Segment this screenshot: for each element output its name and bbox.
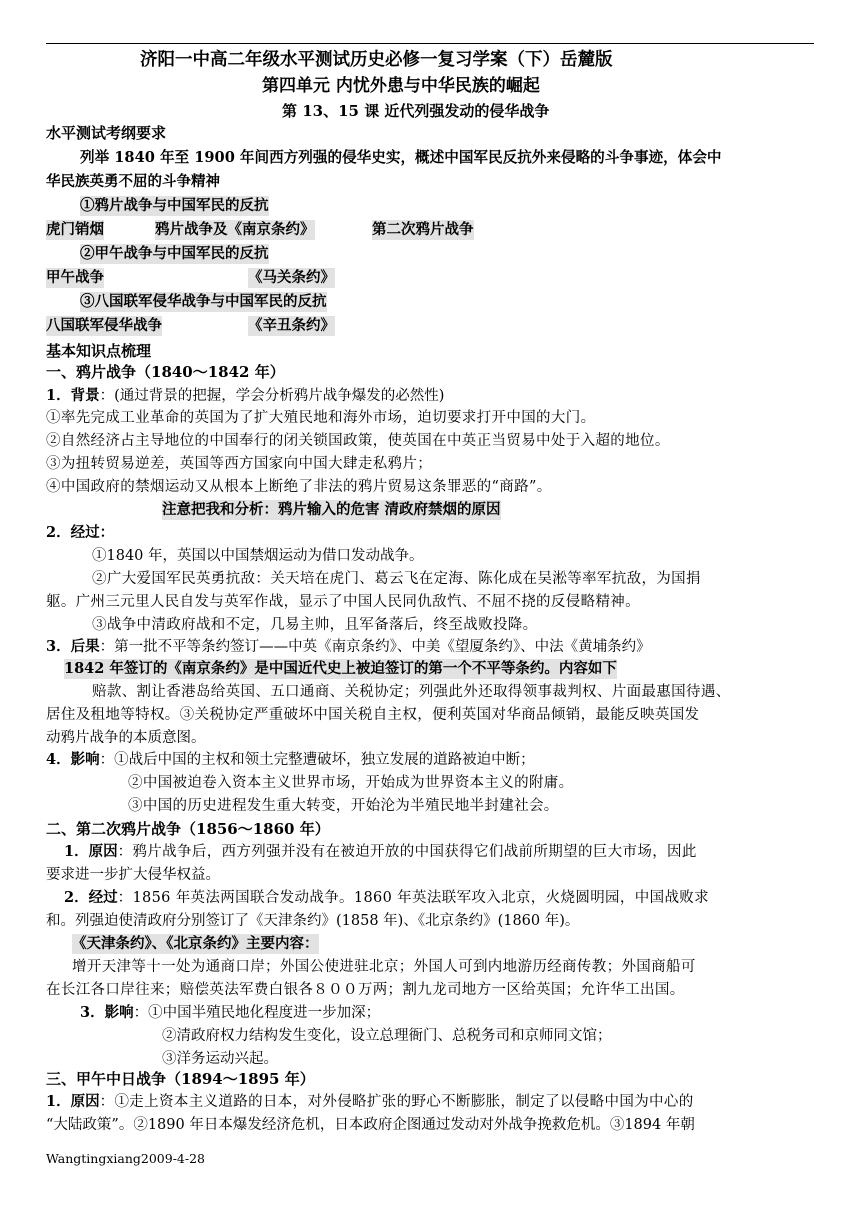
topic-1-item-b: 鸦片战争及《南京条约》 bbox=[155, 221, 315, 238]
s3-cause-b: “大陆政策”。②1890 年日本爆发经济危机，日本政府企图通过发动对外战争挽救危机。③1894 年朝 bbox=[46, 1117, 695, 1133]
s1-impact-1: ：①战后中国的主权和领土完整遭破坏，独立发展的道路被迫中断； bbox=[99, 752, 535, 768]
s2-impact bbox=[80, 1003, 380, 1023]
top-rule bbox=[46, 43, 814, 44]
topic-3-title: ③八国联军侵华战争与中国军民的反抗 bbox=[80, 293, 327, 310]
s2-cause bbox=[64, 842, 697, 862]
s2-cause-label: 1．原因 bbox=[64, 843, 118, 860]
s2-impact-1: ：①中国半殖民地化程度进一步加深； bbox=[133, 1005, 381, 1021]
s1-impact-2: ②中国被迫卷入资本主义世界市场，开始成为世界资本主义的附庸。 bbox=[128, 775, 574, 791]
s1-background bbox=[46, 386, 444, 406]
topic-2-item-b: 《马关条约》 bbox=[248, 269, 335, 286]
s1-treaty-b: 居住及租地等特权。③关税协定严重破坏中国关税自主权，便利英国对华商品倾销，最能反映英国发 bbox=[46, 707, 700, 723]
topic-2-item-a: 甲午战争 bbox=[46, 269, 104, 286]
lesson-title: 第 13、15 课 近代列强发动的侵华战争 bbox=[282, 102, 550, 120]
s1-impact-label: 4．影响 bbox=[46, 751, 100, 768]
s2-cause-b: 要求进一步扩大侵华权益。 bbox=[46, 867, 220, 883]
topic-1-item-a: 虎门销烟 bbox=[46, 221, 104, 238]
s1-course-2a: ②广大爱国军民英勇抗敌：关天培在虎门、葛云飞在定海、陈化成在吴淞等率军抗敌，为国捐 bbox=[92, 571, 701, 587]
topic-1-item-c: 第二次鸦片战争 bbox=[372, 221, 474, 238]
s2-course-b: 和。列强迫使清政府分别签订了《天津条约》(1858 年)、《北京条约》(1860 年)。 bbox=[46, 913, 580, 929]
s3-cause bbox=[46, 1092, 694, 1112]
topic-3-item-a: 八国联军侵华战争 bbox=[46, 317, 162, 334]
s2-impact-2: ②清政府权力结构发生变化，设立总理衙门、总税务司和京师同文馆； bbox=[162, 1028, 612, 1044]
s2-treaty-heading: 《天津条约》、《北京条约》主要内容： bbox=[72, 935, 319, 952]
s1-background-2: ②自然经济占主导地位的中国奉行的闭关锁国政策，使英国在中英正当贸易中处于入超的地位。 bbox=[46, 433, 670, 449]
s1-treaty-a: 赔款、割让香港岛给英国、五口通商、关税协定；列强此外还取得领事裁判权、片面最惠国待遇、 bbox=[92, 684, 731, 700]
s1-background-4: ④中国政府的禁烟运动又从根本上断绝了非法的鸦片贸易这条罪恶的“商路”。 bbox=[46, 479, 552, 495]
basics-heading: 基本知识点梳理 bbox=[46, 342, 152, 360]
footer-text: Wangtingxiang2009-4-28 bbox=[46, 1151, 206, 1166]
s1-course-2b: 躯。广州三元里人民自发与英军作战，显示了中国人民同仇敌忾、不屈不挠的反侵略精神。 bbox=[46, 594, 640, 610]
section-2-title: 二、第二次鸦片战争（1856～1860 年） bbox=[46, 820, 330, 838]
s1-note: 注意把我和分析：鸦片输入的危害 清政府禁烟的原因 bbox=[162, 501, 501, 518]
topic-3-item-b: 《辛丑条约》 bbox=[248, 317, 335, 334]
s1-treaty-c: 动鸦片战争的本质意图。 bbox=[46, 730, 206, 746]
s2-treaty-b: 在长江各口岸往来；赔偿英法军费白银各８００万两；割九龙司地方一区给英国；允许华工出国。 bbox=[46, 982, 685, 998]
s2-course-label: 2．经过 bbox=[64, 889, 118, 906]
s2-impact-3: ③洋务运动兴起。 bbox=[162, 1051, 278, 1067]
s2-impact-label: 3．影响 bbox=[80, 1004, 134, 1021]
s1-treaty-heading: 1842 年签订的《南京条约》是中国近代史上被迫签订的第一个不平等条约。内容如下 bbox=[64, 660, 617, 677]
s1-background-label: 1．背景 bbox=[46, 387, 100, 404]
s1-course-1: ①1840 年，英国以中国禁烟运动为借口发动战争。 bbox=[92, 548, 424, 564]
s1-background-3: ③为扭转贸易逆差，英国等西方国家向中国大肆走私鸦片； bbox=[46, 456, 433, 472]
s1-result-label: 3．后果 bbox=[46, 638, 100, 655]
s1-background-text: ：(通过背景的把握，学会分析鸦片战争爆发的必然性) bbox=[99, 388, 445, 404]
s3-cause-a: ：①走上资本主义道路的日本，对外侵略扩张的野心不断膨胀，制定了以侵略中国为中心的 bbox=[99, 1094, 694, 1110]
s2-course bbox=[64, 888, 709, 908]
s1-course-3: ③战争中清政府战和不定，几易主帅，且军备落后，终至战败投降。 bbox=[92, 617, 538, 633]
requirement-line-1: 列举 1840 年至 1900 年间西方列强的侵华史实，概述中国军民反抗外来侵略的斗争事迹，体会中 bbox=[80, 149, 722, 166]
s1-impact-3: ③中国的历史进程发生重大转变，开始沦为半殖民地半封建社会。 bbox=[128, 798, 559, 814]
s2-cause-a: ：鸦片战争后，西方列强并没有在被迫开放的中国获得它们战前所期望的巨大市场，因此 bbox=[117, 844, 697, 860]
document-title: 济阳一中高二年级水平测试历史必修一复习学案（下）岳麓版 bbox=[140, 50, 613, 70]
topic-1-title: ①鸦片战争与中国军民的反抗 bbox=[80, 197, 269, 214]
requirement-line-2: 华民族英勇不屈的斗争精神 bbox=[46, 173, 220, 190]
s2-treaty-a: 增开天津等十一处为通商口岸；外国公使进驻北京；外国人可到内地游历经商传教；外国商船可 bbox=[72, 959, 696, 975]
topic-2-title: ②甲午战争与中国军民的反抗 bbox=[80, 245, 269, 262]
s2-course-a: ：1856 年英法两国联合发动战争。1860 年英法联军攻入北京，火烧圆明园，中国战败求 bbox=[117, 890, 710, 906]
s1-result-text: ：第一批不平等条约签订——中英《南京条约》、中美《望厦条约》、中法《黄埔条约》 bbox=[99, 639, 651, 655]
unit-title: 第四单元 内忧外患与中华民族的崛起 bbox=[262, 76, 540, 96]
s1-result bbox=[46, 637, 651, 657]
outline-heading: 水平测试考纲要求 bbox=[46, 124, 167, 142]
s1-course-label: 2．经过： bbox=[46, 524, 115, 541]
s3-cause-label: 1．原因 bbox=[46, 1093, 100, 1110]
s1-impact bbox=[46, 750, 535, 770]
section-1-title: 一、鸦片战争（1840～1842 年） bbox=[46, 363, 285, 381]
section-3-title: 三、甲午中日战争（1894～1895 年） bbox=[46, 1070, 315, 1088]
s1-background-1: ①率先完成工业革命的英国为了扩大殖民地和海外市场，迫切要求打开中国的大门。 bbox=[46, 410, 596, 426]
